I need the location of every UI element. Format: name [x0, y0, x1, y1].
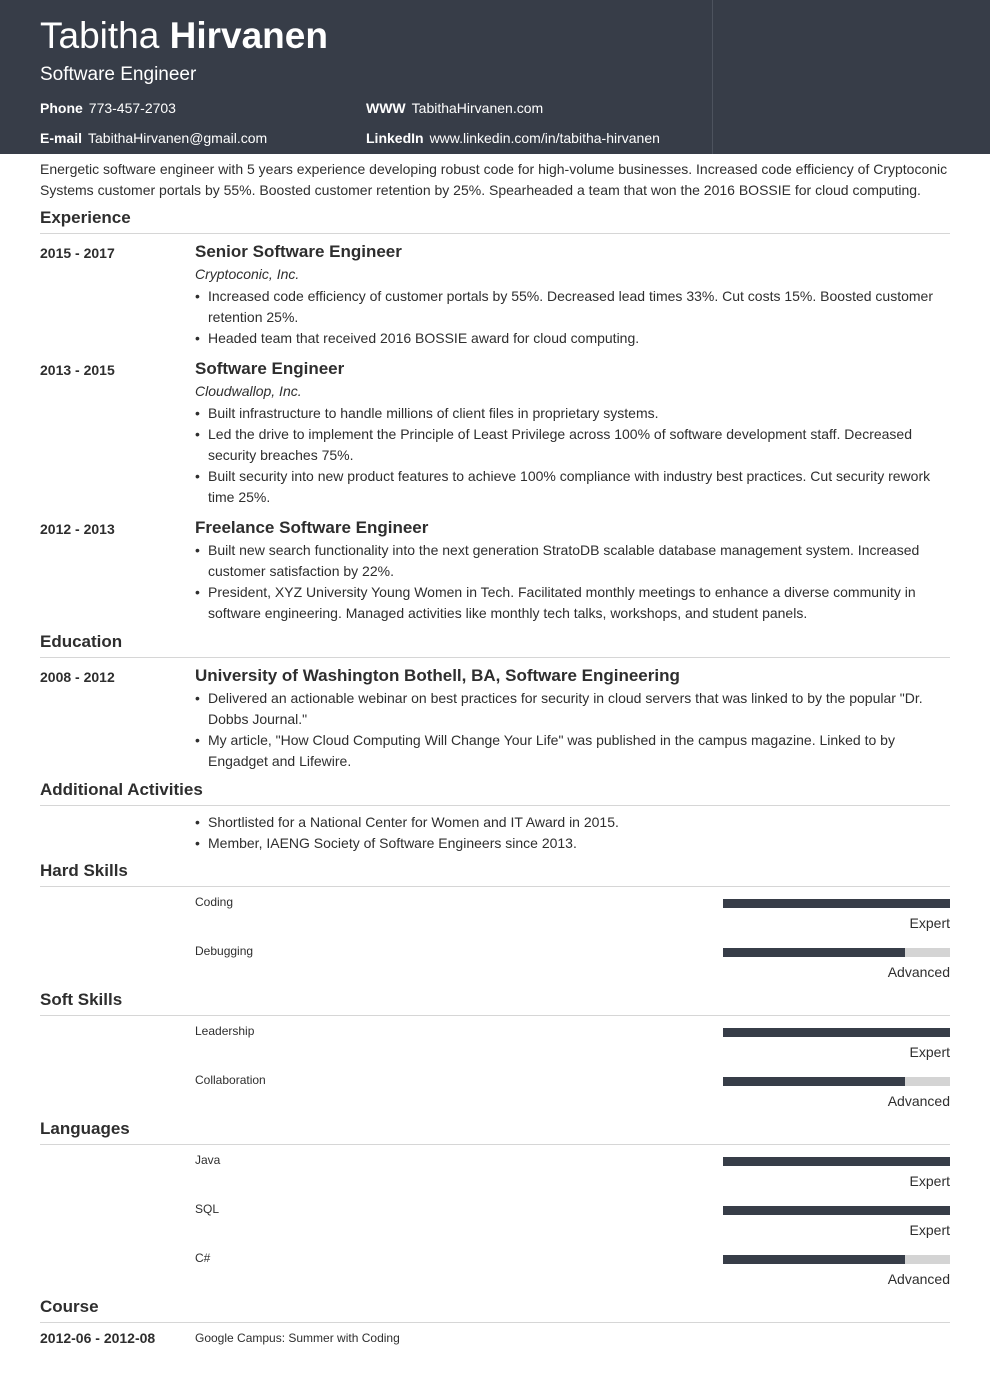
skill-bar	[723, 1157, 950, 1166]
skill-bar-fill	[723, 1206, 950, 1215]
last-name: Hirvanen	[169, 15, 328, 56]
list-item: • Increased code efficiency of customer portals by 55%. Decreased lead times 33%. Cut costs 15%. Boosted customer retention 25%.	[195, 286, 940, 328]
contact-label: Phone	[40, 100, 83, 116]
contact-phone	[40, 99, 176, 117]
job-title: Software Engineer	[40, 64, 197, 85]
list-item: • Built new search functionality into the next generation StratoDB scalable database management system. Increased customer satisfaction by 22%.	[195, 540, 940, 582]
section-title-education: Education	[40, 631, 950, 658]
language-name: SQL	[195, 1202, 220, 1216]
section-title-activities: Additional Activities	[40, 779, 950, 806]
skill-bar	[723, 948, 950, 957]
entry-org: Cloudwallop, Inc.	[195, 383, 302, 399]
summary-paragraph: Energetic software engineer with 5 years experience developing robust code for high-volume businesses. Increased code efficiency of Cryptoconic Systems customer portals by 55%. Boosted customer retention by 25%. Spearheaded a team that won the 2016 BOSSIE for cloud computing.	[40, 161, 948, 198]
entry-dates: 2012 - 2013	[40, 521, 115, 537]
contact-label: WWW	[366, 100, 406, 116]
bullet-list	[195, 540, 940, 624]
skill-bar	[723, 1206, 950, 1215]
list-item: • Member, IAENG Society of Software Engineers since 2013.	[195, 833, 940, 854]
contact-value[interactable]: TabithaHirvanen@gmail.com	[88, 130, 268, 146]
skill-level: Advanced	[887, 964, 950, 980]
first-name: Tabitha	[40, 15, 160, 56]
list-item: • Built security into new product features to achieve 100% compliance with industry best practices. Cut security rework time 25%.	[195, 466, 940, 508]
skill-bar	[723, 1028, 950, 1037]
skill-name: Debugging	[195, 944, 254, 958]
course-dates: 2012-06 - 2012-08	[40, 1330, 156, 1346]
contact-label: LinkedIn	[366, 130, 424, 146]
contact-email	[40, 129, 267, 147]
entry-dates: 2008 - 2012	[40, 669, 115, 685]
list-item: • My article, "How Cloud Computing Will Change Your Life" was published in the campus magazine. Linked to by Engadget and Lifewire.	[195, 730, 940, 772]
skill-bar-fill	[723, 1028, 950, 1037]
list-item: • Delivered an actionable webinar on best practices for security in cloud servers that was linked to by the popular "Dr. Dobbs Journal."	[195, 688, 940, 730]
skill-level: Expert	[909, 1222, 950, 1238]
entry-title: Freelance Software Engineer	[195, 518, 429, 537]
education-entry	[195, 665, 940, 772]
contact-value[interactable]: 773-457-2703	[88, 100, 176, 116]
skill-bar-fill	[723, 1157, 950, 1166]
course-name: Google Campus: Summer with Coding	[195, 1331, 400, 1345]
entry-title: Software Engineer	[195, 359, 345, 378]
skill-level: Advanced	[887, 1093, 950, 1109]
contact-value[interactable]: www.linkedin.com/in/tabitha-hirvanen	[429, 130, 660, 146]
activities-entry	[195, 811, 940, 854]
list-item: • Led the drive to implement the Principle of Least Privilege across 100% of software development staff. Decreased security breaches 75%.	[195, 424, 940, 466]
bullet-list	[195, 688, 940, 772]
candidate-name	[40, 14, 328, 58]
skill-name: Collaboration	[195, 1073, 266, 1087]
entry-dates: 2015 - 2017	[40, 245, 115, 261]
entry-org: Cryptoconic, Inc.	[195, 266, 300, 282]
section-title-experience: Experience	[40, 207, 950, 234]
language-name: C#	[195, 1251, 211, 1265]
skill-level: Expert	[909, 1044, 950, 1060]
skill-bar-fill	[723, 948, 905, 957]
skill-bar-fill	[723, 899, 950, 908]
skill-level: Advanced	[887, 1271, 950, 1287]
bullet-list	[195, 812, 940, 854]
contact-label: E-mail	[40, 130, 83, 146]
skill-level: Expert	[909, 915, 950, 931]
skill-bar	[723, 1255, 950, 1264]
resume-header	[0, 0, 990, 154]
header-divider	[712, 0, 713, 154]
section-title-languages: Languages	[40, 1118, 950, 1145]
section-title-course: Course	[40, 1296, 950, 1323]
section-title-soft-skills: Soft Skills	[40, 989, 950, 1016]
skill-bar-fill	[723, 1077, 905, 1086]
experience-entry	[195, 517, 940, 624]
entry-title: University of Washington Bothell, BA, Software Engineering	[195, 666, 680, 685]
entry-title: Senior Software Engineer	[195, 242, 402, 261]
list-item: • Shortlisted for a National Center for Women and IT Award in 2015.	[195, 812, 940, 833]
skill-bar	[723, 1077, 950, 1086]
entry-dates: 2013 - 2015	[40, 362, 115, 378]
section-title-hard-skills: Hard Skills	[40, 860, 950, 887]
bullet-list	[195, 286, 940, 349]
experience-entry	[195, 241, 940, 349]
skill-name: Coding	[195, 895, 234, 909]
skill-bar	[723, 899, 950, 908]
language-name: Java	[195, 1153, 221, 1167]
experience-entry	[195, 358, 940, 508]
skill-level: Expert	[909, 1173, 950, 1189]
list-item: • Headed team that received 2016 BOSSIE award for cloud computing.	[195, 328, 940, 349]
skill-bar-fill	[723, 1255, 905, 1264]
skill-name: Leadership	[195, 1024, 255, 1038]
list-item: • President, XYZ University Young Women in Tech. Facilitated monthly meetings to enhance a diverse community in software engineering. Managed activities like monthly tech talks, workshops, and student panels.	[195, 582, 940, 624]
list-item: • Built infrastructure to handle millions of client files in proprietary systems.	[195, 403, 940, 424]
contact-www	[366, 99, 543, 117]
contact-linkedin	[366, 129, 660, 147]
contact-value[interactable]: TabithaHirvanen.com	[411, 100, 544, 116]
bullet-list	[195, 403, 940, 508]
